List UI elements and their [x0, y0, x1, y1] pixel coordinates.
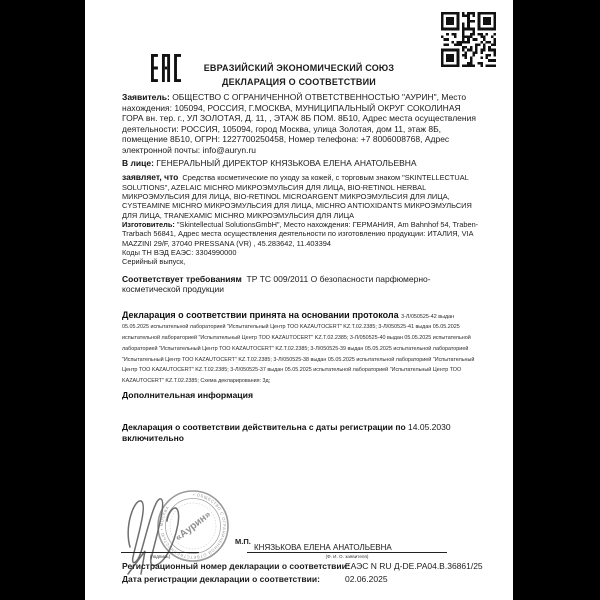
- declares-paragraph: [122, 173, 481, 248]
- qr-code: [441, 12, 496, 67]
- person-text: ГЕНЕРАЛЬНЫЙ ДИРЕКТОР КНЯЗЬКОВА ЕЛЕНА АНАТОЛЬЕВНА: [156, 158, 417, 169]
- applicant-label: Заявитель:: [122, 92, 170, 102]
- registration-date-value: 02.06.2025: [345, 573, 388, 584]
- declaration-body: [122, 92, 481, 443]
- holder-name: КНЯЗЬКОВА ЕЛЕНА АНАТОЛЬЕВНА: [254, 543, 392, 552]
- applicant-paragraph: [122, 92, 481, 156]
- manufacturer-text: "Skintellectual SolutionsGmbH", Место нахождения: ГЕРМАНИЯ, Am Bahnhof 54, Traben-Trarbach 56841, Адрес места осуществления деятельности по изготовлению продукции: ИТАЛИЯ, VIA MAZZINI 29/F, 37040 PRESSANA (VR) , 45.283642, 11.403394: [122, 219, 479, 248]
- validity-suffix: включительно: [122, 432, 184, 443]
- registration-date-label: Дата регистрации декларации о соответствии:: [122, 573, 320, 584]
- fio-line: [247, 552, 447, 553]
- additional-info-heading: [122, 390, 481, 401]
- declaration-page: [85, 0, 513, 600]
- union-name-title: ЕВРАЗИЙСКИЙ ЭКОНОМИЧЕСКИЙ СОЮЗ: [203, 63, 395, 73]
- stamp-ring-text: • ОБЩЕСТВО С ОГРАНИЧЕННОЙ ОТВЕТСТВЕННОСТЬЮ • МОСКВА: [158, 491, 228, 561]
- stamp-center-text: «Аурин»: [173, 509, 214, 544]
- registration-number-label: Регистрационный номер декларации о соответствии:: [122, 561, 350, 571]
- signature-caption: (подпись): [149, 554, 171, 559]
- declaration-title: ДЕКЛАРАЦИЯ О СООТВЕТСТВИИ: [222, 77, 376, 87]
- signature-line: [121, 552, 199, 553]
- registration-number-value: ЕАЭС N RU Д-DE.PA04.B.36861/25: [345, 561, 483, 571]
- compliance-text: ТР ТС 009/2011 О безопасности парфюмерно-косметической продукции: [122, 273, 431, 295]
- basis-label: Декларация о соответствии принята на основании протокола: [122, 309, 399, 320]
- compliance-paragraph: [122, 274, 481, 295]
- fio-caption: (Ф. И. О. заявителя): [325, 554, 369, 559]
- applicant-text: ОБЩЕСТВО С ОГРАНИЧЕННОЙ ОТВЕТСТВЕННОСТЬЮ "АУРИН", Место нахождения: 105094, РОССИЯ, Г.МОСКВА, МУНИЦИПАЛЬНЫЙ ОКРУГ СОКОЛИНАЯ ГОРА вн. тер. г., УЛ ЗОЛОТАЯ, Д. 11, , ЭТАЖ 8Б ПОМ. 8Б10, Адрес места осуществления деятельности: РОССИЯ, 105094, город Москва, улица Золотая, дом 11, этаж 8Б, помещение 8Б10, ОГРН: 1227700250458, Номер телефона: +7 8006008768, Адрес электронной почты: info@auryn.ru: [122, 92, 476, 155]
- release-type-line: Серийный выпуск,: [122, 257, 186, 267]
- additional-info-label: Дополнительная информация: [122, 389, 254, 400]
- manufacturer-label: Изготовитель:: [122, 219, 175, 229]
- mp-label: М.П.: [235, 537, 251, 546]
- compliance-label: Соответствует требованиям: [122, 273, 242, 284]
- basis-protocols-text: 3-Л/050525-42 выдан 05.05.2025 испытательной лабораторией "Испытательный Центр ТОО KAZAUTOCERT" KZ.T.02.2385; 3-Л/050525-41 выдан 05.05.2025 испытательной лабораторией "Испытательный Центр ТОО KAZAUTOCERT" KZ.T.02.2385; 3-Л/050525-40 выдан 05.05.2025 испытательной лабораторией "Испытательный Центр ТОО KAZAUTOCERT" KZ.T.02.2385; 3-Л/050525-39 выдан 05.05.2025 испытательной лабораторией "Испытательный Центр ТОО KAZAUTOCERT" KZ.T.02.2385; 3-Л/050525-38 выдан 05.05.2025 испытательной лабораторией "Испытательный Центр ТОО KAZAUTOCERT" KZ.T.02.2385; 3-Л/050525-37 выдан 05.05.2025 испытательной лабораторией "Испытательный Центр ТОО KAZAUTOCERT" KZ.T.02.2385; Схема декларирования: 3д;: [122, 313, 475, 384]
- basis-paragraph: [122, 310, 481, 385]
- validity-paragraph: [122, 422, 481, 443]
- products-text: Средства косметические по уходу за кожей, с торговым знаком "SKINTELLECTUAL SOLUTIONS", AZELAIC MICHRO МИКРОЭМУЛЬСИЯ ДЛЯ ЛИЦА, BIO-RETINOL HERBAL МИКРОЭМУЛЬСИЯ ДЛЯ ЛИЦА, BIO-RETINOL MICROARGENT МИКРОЭМУЛЬСИЯ ДЛЯ ЛИЦА, CYSTEAMINE MICHRO МИКРОЭМУЛЬСИЯ ДЛЯ ЛИЦА, MICHRO ANTIOXIDANTS МИКРОЭМУЛЬСИЯ ДЛЯ ЛИЦА, TRANEXAMIC MICHRO МИКРОЭМУЛЬСИЯ ДЛЯ ЛИЦА: [122, 173, 472, 220]
- person-paragraph: [122, 158, 481, 169]
- validity-label: Декларация о соответствии действительна с даты регистрации по: [122, 422, 406, 433]
- tnved-line: Коды ТН ВЭД ЕАЭС: 3304990000: [122, 247, 237, 257]
- declares-label: заявляет, что: [122, 172, 179, 183]
- person-label: В лице:: [122, 158, 154, 169]
- validity-date: 14.05.2030: [408, 422, 451, 433]
